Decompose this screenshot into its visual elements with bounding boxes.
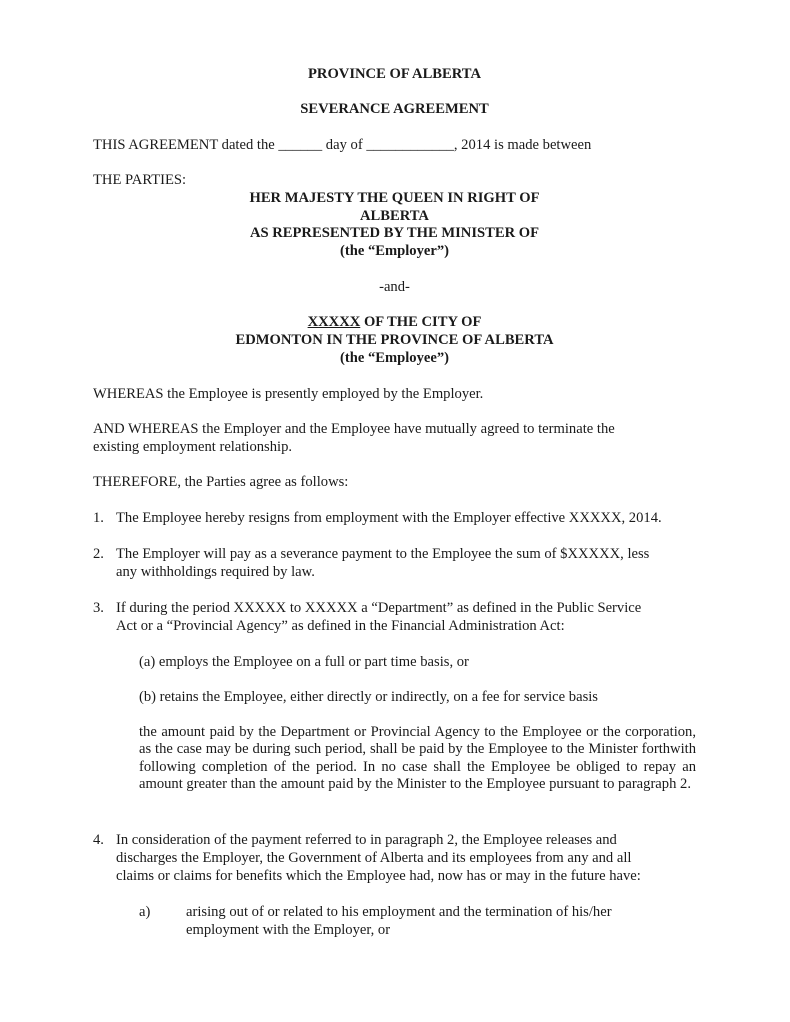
clause-4-line-1: In consideration of the payment referred to in paragraph 2, the Employee releases and — [116, 832, 617, 848]
employee-line-1-rest: OF THE CITY OF — [360, 314, 482, 330]
clause-3-number: 3. — [93, 600, 104, 616]
recital-whereas-1: WHEREAS the Employee is presently employed by the Employer. — [93, 386, 484, 402]
clause-4-subitem-a-label: a) — [139, 904, 151, 920]
clause-2-number: 2. — [93, 546, 104, 562]
clause-4-subitem-a-line-1: arising out of or related to his employment and the termination of his/her — [186, 904, 612, 920]
clause-4-line-2: discharges the Employer, the Government of Alberta and its employees from any and all — [116, 850, 632, 866]
clause-2-line-2: any withholdings required by law. — [116, 564, 315, 580]
recital-therefore: THEREFORE, the Parties agree as follows: — [93, 474, 349, 490]
employer-line-3: AS REPRESENTED BY THE MINISTER OF — [249, 225, 540, 241]
clause-4-number: 4. — [93, 832, 104, 848]
employee-line-1 — [93, 314, 696, 331]
clause-4-line-3: claims or claims for benefits which the Employee had, now has or may in the future have: — [116, 868, 641, 884]
employee-defined-term: (the “Employee”) — [339, 350, 450, 366]
parties-label: THE PARTIES: — [93, 172, 187, 188]
employee-name-placeholder: XXXXX — [307, 314, 361, 330]
clause-3-continuation: the amount paid by the Department or Provincial Agency to the Employee or the corporation, as the case may be during such period, shall be paid by the Employee to the Minister forthwith following completion of the period. In no case shall the Employee be obliged to repay an amount greater than the amount paid by the Minister to the Employee pursuant to paragraph 2. — [139, 724, 696, 793]
document-title: PROVINCE OF ALBERTA — [307, 66, 481, 82]
clause-2-line-1: The Employer will pay as a severance payment to the Employee the sum of $XXXXX, less — [116, 546, 650, 562]
clause-3-subitem-a: (a) employs the Employee on a full or part time basis, or — [139, 654, 469, 670]
clause-3-line-2: Act or a “Provincial Agency” as defined in the Financial Administration Act: — [116, 618, 565, 634]
clause-4-subitem-a-line-2: employment with the Employer, or — [186, 922, 391, 938]
clause-1-number: 1. — [93, 510, 104, 526]
parties-separator: -and- — [379, 279, 410, 295]
agreement-date-line: THIS AGREEMENT dated the ______ day of ____________, 2014 is made between — [93, 137, 592, 153]
clause-1-line-1: The Employee hereby resigns from employment with the Employer effective XXXXX, 2014. — [116, 510, 662, 526]
document-subtitle: SEVERANCE AGREEMENT — [300, 101, 489, 117]
recital-whereas-2-line-2: existing employment relationship. — [93, 439, 293, 455]
employer-line-2: ALBERTA — [360, 208, 429, 224]
employer-defined-term: (the “Employer”) — [339, 243, 450, 259]
clause-3-line-1: If during the period XXXXX to XXXXX a “Department” as defined in the Public Service — [116, 600, 642, 616]
employee-line-2: EDMONTON IN THE PROVINCE OF ALBERTA — [235, 332, 554, 348]
clause-3-subitem-b: (b) retains the Employee, either directly or indirectly, on a fee for service basis — [139, 689, 598, 705]
employer-line-1: HER MAJESTY THE QUEEN IN RIGHT OF — [249, 190, 540, 206]
recital-whereas-2-line-1: AND WHEREAS the Employer and the Employee have mutually agreed to terminate the — [93, 421, 615, 437]
